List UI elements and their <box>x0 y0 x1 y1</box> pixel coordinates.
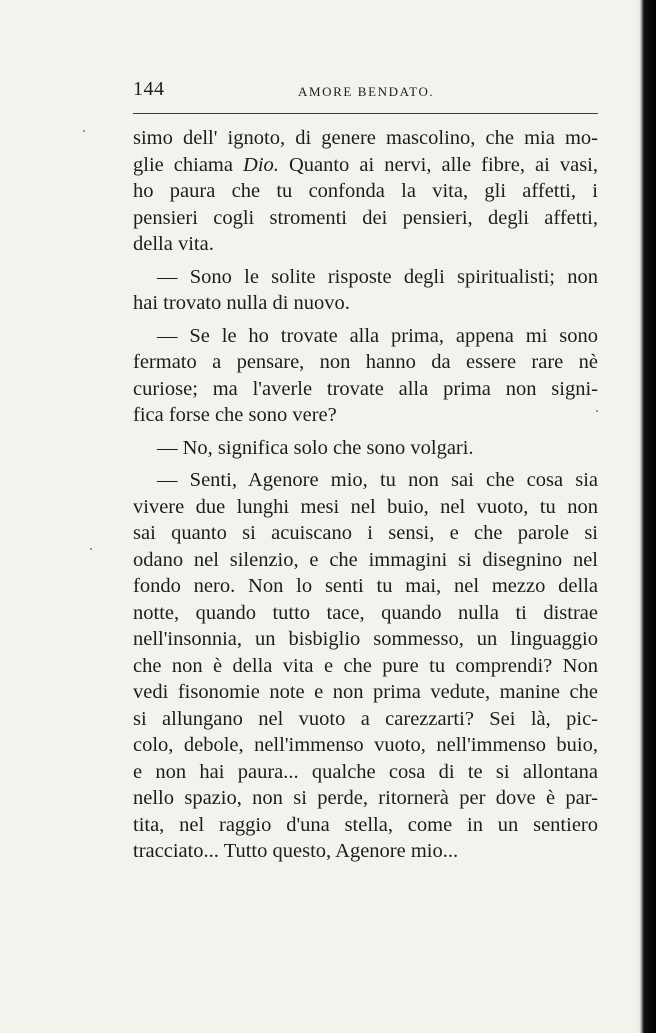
body-text <box>133 125 598 865</box>
text-line: tracciato... Tutto questo, Agenore mio... <box>133 840 459 862</box>
text-line: simo dell' ignoto, di genere mascolino, che mia mo- <box>133 127 598 149</box>
text-line: — No, significa solo che sono volgari. <box>157 436 474 459</box>
text-line: pensieri cogli stromenti dei pensieri, degli affetti, <box>133 206 598 229</box>
italic-word: Dio. <box>243 153 279 176</box>
text-line: — Se le ho trovate alla prima, appena mi sono <box>157 324 598 347</box>
text-line: fica forse che sono vere? <box>133 404 337 426</box>
text-line: notte, quando tutto tace, quando nulla ti distrae <box>133 601 598 624</box>
text-line: della vita. <box>133 233 214 255</box>
header-rule <box>133 113 598 114</box>
text-line: curiose; ma l'averle trovate alla prima non signi- <box>133 377 598 400</box>
paper-speck <box>83 130 85 132</box>
paper-speck <box>596 410 598 412</box>
text-line: nell'insonnia, un bisbiglio sommesso, un linguaggio <box>133 628 598 650</box>
text-line: e non hai paura... qualche cosa di te si allontana <box>133 760 598 783</box>
running-title: AMORE BENDATO. <box>298 84 435 99</box>
page-binding-edge <box>636 0 656 1033</box>
text-line: nello spazio, non si perde, ritornerà per dove è par- <box>133 787 598 809</box>
text-line: — Sono le solite risposte degli spiritualisti; non <box>157 265 598 288</box>
text-line: fermato a pensare, non hanno da essere rare nè <box>133 351 598 373</box>
text-line: hai trovato nulla di nuovo. <box>133 292 350 314</box>
text-line: — Senti, Agenore mio, tu non sai che cosa sia <box>157 469 598 491</box>
text-line: tita, nel raggio d'una stella, come in un sentiero <box>133 813 598 836</box>
page-header <box>133 78 598 102</box>
page-number: 144 <box>133 78 165 100</box>
text-line <box>133 152 598 179</box>
text-line: fondo nero. Non lo senti tu mai, nel mezzo della <box>133 575 598 597</box>
text-line: che non è della vita e che pure tu comprendi? Non <box>133 654 598 677</box>
text-line: ho paura che tu confonda la vita, gli affetti, i <box>133 180 598 202</box>
text-segment: glie chiama Dio. Quanto ai nervi, alle fibre, ai vasi, <box>133 153 598 176</box>
text-line: vivere due lunghi mesi nel buio, nel vuoto, tu non <box>133 495 598 518</box>
text-line: colo, debole, nell'immenso vuoto, nell'immenso buio, <box>133 734 598 756</box>
text-line: odano nel silenzio, e che immagini si disegnino nel <box>133 548 598 571</box>
text-line: si allungano nel vuoto a carezzarti? Sei là, pic- <box>133 707 598 730</box>
paper-speck <box>90 548 92 550</box>
text-line: vedi fisonomie note e non prima vedute, manine che <box>133 681 598 703</box>
text-line: sai quanto si acuiscano i sensi, e che parole si <box>133 522 598 544</box>
